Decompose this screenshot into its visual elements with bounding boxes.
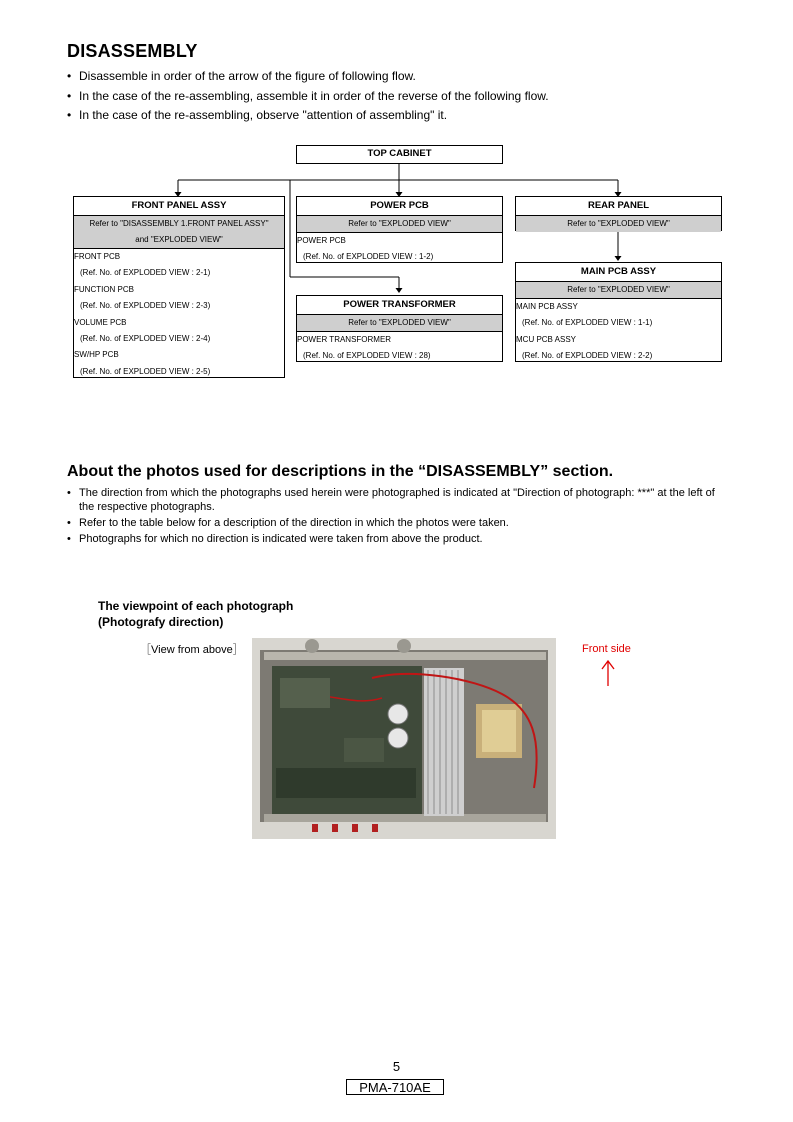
- part-name: SW/HP PCB: [74, 350, 119, 360]
- part-name: MAIN PCB ASSY: [516, 302, 578, 311]
- amplifier-interior-photo: [252, 638, 556, 839]
- flow-box-title: MAIN PCB ASSY: [516, 263, 721, 282]
- flow-box-refer: [74, 216, 284, 249]
- part-ref: (Ref. No. of EXPLODED VIEW : 1-2): [303, 252, 434, 262]
- refer-line: Refer to "DISASSEMBLY 1.FRONT PANEL ASSY": [89, 219, 269, 228]
- part-ref: (Ref. No. of EXPLODED VIEW : 2-3): [80, 301, 211, 311]
- part-ref: (Ref. No. of EXPLODED VIEW : 28): [303, 351, 431, 361]
- part-name: VOLUME PCB: [74, 317, 127, 327]
- view-direction-label: ［View from above］: [140, 644, 244, 656]
- front-side-label: Front side: [582, 643, 631, 655]
- photos-bullet: • Refer to the table below for a description of the direction in which the photos were taken.: [67, 517, 727, 531]
- flow-box-title: POWER TRANSFORMER: [297, 296, 502, 315]
- photo-caption-subtitle: (Photografy direction): [98, 615, 224, 629]
- flow-box-rear-panel: [515, 196, 722, 231]
- flow-box-title: REAR PANEL: [516, 197, 721, 216]
- flow-box-main-pcb: [515, 262, 722, 362]
- photo-caption-title: The viewpoint of each photograph: [98, 599, 294, 613]
- flow-box-refer: Refer to "EXPLODED VIEW": [297, 315, 502, 332]
- flow-box-refer: Refer to "EXPLODED VIEW": [516, 282, 721, 299]
- page-number: 5: [392, 1059, 401, 1074]
- part-ref: (Ref. No. of EXPLODED VIEW : 2-4): [80, 334, 211, 344]
- flow-box-title: TOP CABINET: [367, 148, 432, 159]
- part-name: POWER TRANSFORMER: [297, 335, 392, 344]
- page-title: DISASSEMBLY: [67, 41, 198, 61]
- flow-box-top-cabinet: [296, 145, 503, 164]
- flow-box-power-pcb: [296, 196, 503, 263]
- part-name: POWER PCB: [297, 236, 346, 245]
- photos-bullet: • Photographs for which no direction is indicated were taken from above the product.: [67, 533, 727, 547]
- flow-box-title: POWER PCB: [297, 197, 502, 216]
- flow-box-list: [74, 249, 284, 380]
- front-direction-arrow-icon: [600, 659, 616, 687]
- photos-section-heading: About the photos used for descriptions in the “DISASSEMBLY” section.: [67, 463, 614, 480]
- photos-bullet: • The direction from which the photographs used herein were photographed is indicated at "Direction of photograph: ***" at the left of the respective photographs.: [67, 487, 727, 514]
- part-ref: (Ref. No. of EXPLODED VIEW : 2-1): [80, 268, 211, 278]
- flow-box-power-transformer: [296, 295, 503, 362]
- part-name: MCU PCB ASSY: [516, 334, 577, 344]
- intro-item: • In the case of the re-assembling, observe "attention of assembling" it.: [67, 106, 549, 126]
- intro-item: • Disassemble in order of the arrow of the figure of following flow.: [67, 67, 549, 87]
- intro-item: • In the case of the re-assembling, assemble it in order of the reverse of the following flow.: [67, 87, 549, 107]
- part-name: FRONT PCB: [74, 252, 121, 261]
- flow-box-refer: Refer to "EXPLODED VIEW": [297, 216, 502, 233]
- model-number: PMA-710AE: [346, 1079, 444, 1095]
- refer-line: and "EXPLODED VIEW": [135, 235, 223, 244]
- flow-box-front-panel: [73, 196, 285, 378]
- part-ref: (Ref. No. of EXPLODED VIEW : 2-5): [80, 366, 211, 376]
- part-ref: (Ref. No. of EXPLODED VIEW : 1-1): [522, 318, 653, 328]
- part-ref: (Ref. No. of EXPLODED VIEW : 2-2): [522, 351, 653, 361]
- flow-box-refer: Refer to "EXPLODED VIEW": [516, 216, 721, 232]
- part-name: FUNCTION PCB: [74, 284, 134, 294]
- photos-bullet-list: [67, 487, 727, 549]
- flow-box-title: FRONT PANEL ASSY: [74, 197, 284, 216]
